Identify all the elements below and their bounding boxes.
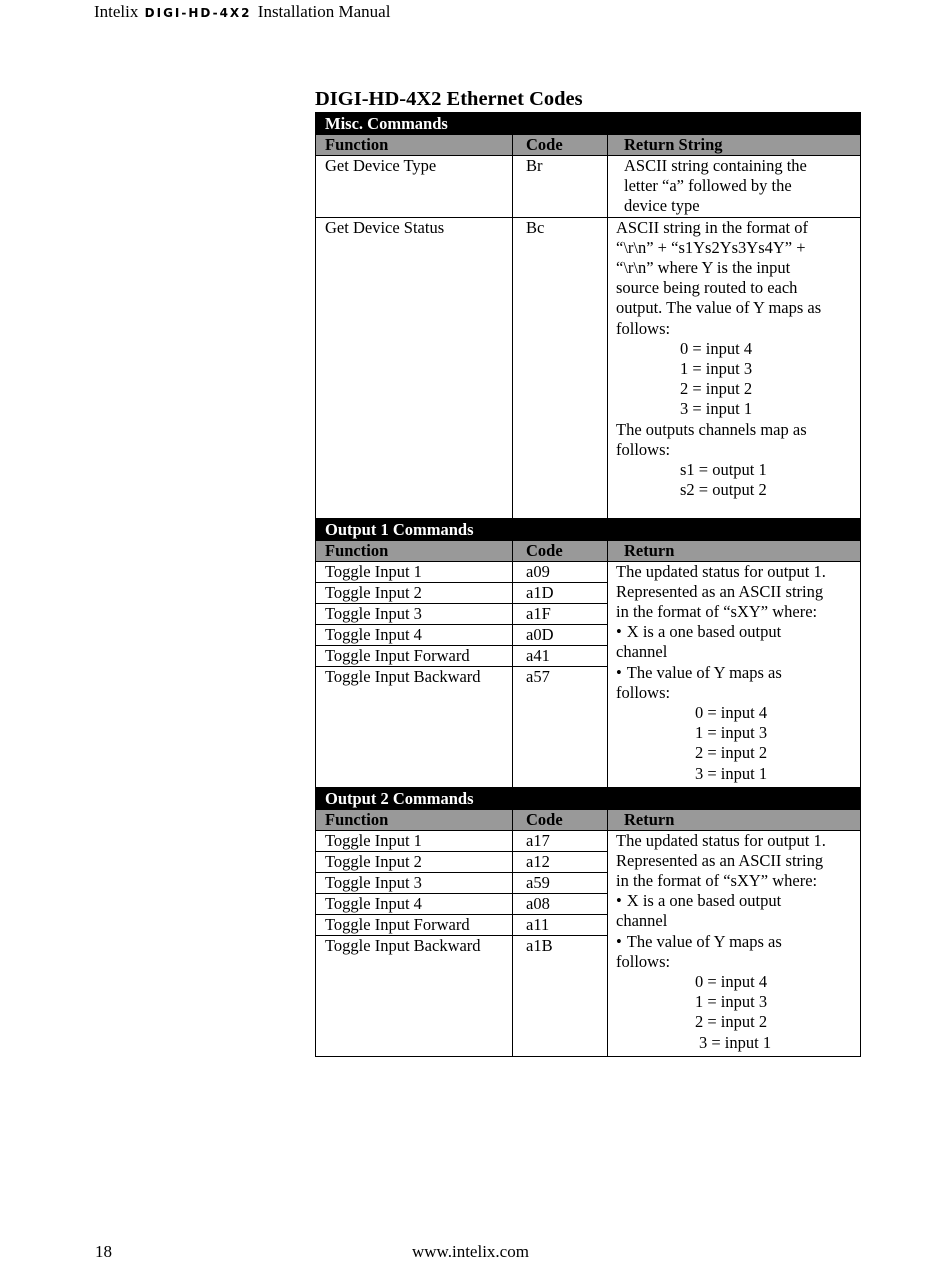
code-cell: a11: [513, 914, 608, 935]
text-line: source being routed to each: [616, 278, 798, 298]
section-title: Output 1 Commands: [316, 518, 861, 540]
text-line: ASCII string containing the: [624, 156, 807, 175]
section-title: Output 2 Commands: [316, 787, 861, 809]
map-line: s1 = output 1: [680, 460, 767, 480]
function-cell: Toggle Input 4: [316, 893, 513, 914]
code-cell: a08: [513, 893, 608, 914]
ethernet-codes-table: [315, 112, 861, 1057]
section-misc: [316, 113, 861, 135]
table-row: [316, 217, 861, 518]
bullet-item: • The value of Y maps as: [616, 663, 854, 683]
page-number: 18: [95, 1242, 112, 1261]
function-cell: Toggle Input 2: [316, 582, 513, 603]
code-cell: a57: [513, 666, 608, 787]
header-row: [316, 809, 861, 830]
bullet-item: • The value of Y maps as: [616, 932, 854, 952]
header-row: [316, 540, 861, 561]
function-cell: Toggle Input Backward: [316, 666, 513, 787]
function-cell: Toggle Input 1: [316, 561, 513, 582]
text-line: in the format of “sXY” where:: [616, 871, 818, 891]
function-cell: Toggle Input 2: [316, 851, 513, 872]
function-cell: Toggle Input 3: [316, 872, 513, 893]
text-line: Represented as an ASCII string: [616, 581, 824, 601]
code-cell: a41: [513, 645, 608, 666]
table-row: [316, 830, 861, 851]
code-cell: a1D: [513, 582, 608, 603]
text-line: output. The value of Y maps as: [616, 298, 822, 318]
function-cell: Toggle Input Forward: [316, 645, 513, 666]
text-line: The updated status for output 1.: [616, 561, 826, 581]
text-line: Represented as an ASCII string: [616, 850, 824, 870]
text-line: The updated status for output 1.: [616, 830, 826, 850]
text-line: follows:: [616, 682, 671, 702]
map-line: 3 = input 1: [695, 763, 768, 783]
code-cell: a17: [513, 830, 608, 851]
table-row: [316, 156, 861, 218]
text-line: channel: [616, 642, 668, 662]
text-line: “\r\n” where Y is the input: [616, 258, 791, 278]
col-header-return: Return String: [608, 135, 861, 156]
text-line: “\r\n” + “s1Ys2Ys3Ys4Y” +: [616, 237, 806, 257]
map-line: 2 = input 2: [695, 743, 768, 763]
function-cell: Get Device Type: [316, 156, 513, 218]
function-cell: Get Device Status: [316, 217, 513, 518]
text-line: device type: [624, 196, 700, 216]
col-header-return: Return: [608, 540, 861, 561]
map-line: 1 = input 3: [680, 359, 753, 379]
map-line: 1 = input 3: [695, 992, 768, 1012]
text-line: in the format of “sXY” where:: [616, 602, 818, 622]
map-line: 1 = input 3: [695, 723, 768, 743]
col-header-code: Code: [513, 135, 608, 156]
col-header-return: Return: [608, 809, 861, 830]
text-line: follows:: [616, 318, 671, 338]
map-line: 2 = input 2: [695, 1012, 768, 1032]
text-line: letter “a” followed by the: [624, 176, 792, 196]
bullet-item: • X is a one based output: [616, 622, 854, 642]
col-header-function: Function: [316, 540, 513, 561]
header-brand: Intelix: [94, 2, 139, 21]
return-cell: [608, 156, 861, 218]
table-row: [316, 561, 861, 582]
code-cell: Bc: [513, 217, 608, 518]
function-cell: Toggle Input Backward: [316, 935, 513, 1056]
section-title: Misc. Commands: [316, 113, 861, 135]
header-doc: Installation Manual: [257, 2, 391, 21]
col-header-function: Function: [316, 809, 513, 830]
code-cell: a0D: [513, 624, 608, 645]
running-header: [94, 2, 390, 22]
map-line: 0 = input 4: [695, 972, 768, 992]
text-line: follows:: [616, 951, 671, 971]
page-title: DIGI-HD-4X2 Ethernet Codes: [315, 88, 583, 110]
map-line: 3 = input 1: [699, 1032, 772, 1052]
code-cell: a59: [513, 872, 608, 893]
text-line: channel: [616, 911, 668, 931]
bullet-item: • X is a one based output: [616, 891, 854, 911]
col-header-function: Function: [316, 135, 513, 156]
col-header-code: Code: [513, 809, 608, 830]
header-product: DIGI-HD-4X2: [144, 6, 252, 20]
function-cell: Toggle Input 1: [316, 830, 513, 851]
map-line: 2 = input 2: [680, 379, 753, 399]
section-output-1: [316, 518, 861, 540]
map-line: s2 = output 2: [680, 480, 767, 500]
col-header-code: Code: [513, 540, 608, 561]
function-cell: Toggle Input 4: [316, 624, 513, 645]
map-line: 0 = input 4: [680, 338, 753, 358]
text-line: The outputs channels map as: [616, 419, 807, 439]
map-line: 3 = input 1: [680, 399, 753, 419]
return-cell: [608, 217, 861, 518]
code-cell: a1B: [513, 935, 608, 1056]
function-cell: Toggle Input Forward: [316, 914, 513, 935]
text-line: ASCII string in the format of: [616, 217, 809, 237]
return-cell: [608, 561, 861, 787]
code-cell: a09: [513, 561, 608, 582]
code-cell: a12: [513, 851, 608, 872]
function-cell: Toggle Input 3: [316, 603, 513, 624]
section-output-2: [316, 787, 861, 809]
code-cell: a1F: [513, 603, 608, 624]
map-line: 0 = input 4: [695, 703, 768, 723]
return-cell: [608, 830, 861, 1056]
code-cell: Br: [513, 156, 608, 218]
footer-url: www.intelix.com: [412, 1242, 529, 1261]
header-row: [316, 135, 861, 156]
text-line: follows:: [616, 439, 671, 459]
